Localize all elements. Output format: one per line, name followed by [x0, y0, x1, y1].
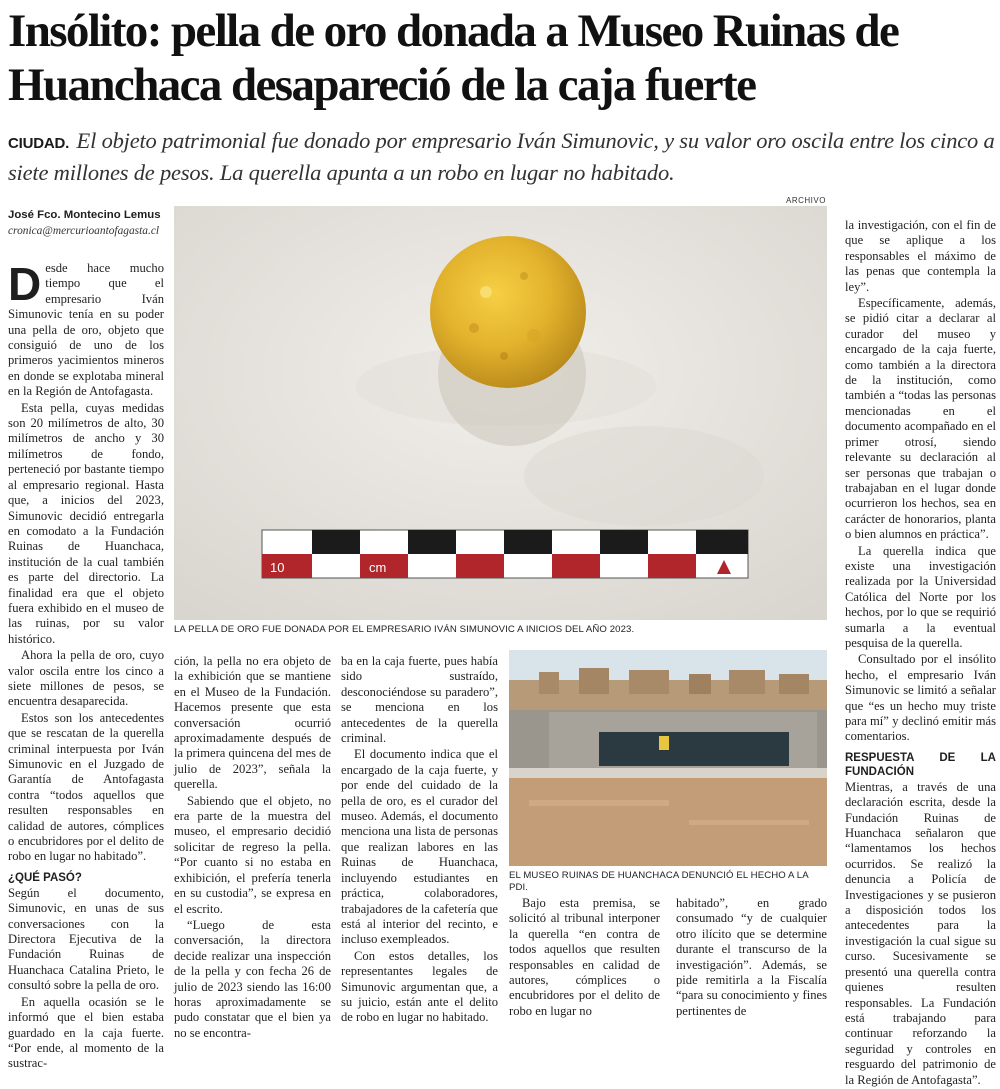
paragraph: Mientras, a través de una declaración escrita, desde la Fundación Ruinas de Huanchaca señalaron que “lamentamos los hechos ocurridos. Se realizó la denuncia a Policía de Investigaciones y se pusieron a disposición todos los antecedentes para la investigación la cual sigue su curso. Sucesivamente se presentó una querella contra quienes resulten responsables. La Fundación está trabajando para continuar reforzando la seguridad y controles en resguardo del patrimonio de la Región de Antofagasta”.: [845, 779, 996, 1087]
paragraph: Estos son los antecedentes que se rescatan de la querella criminal interpuesta por Iván Simunovic en el Juzgado de Garantía de Antofagasta contra “todos aquellos que resulten responsables en calidad de autores, cómplices o encubridores por el delito de robo en lugar no habitado”.: [8, 710, 164, 864]
subhead-respuesta: RESPUESTA DE LA FUNDACIÓN: [845, 751, 996, 778]
museum-photo: [509, 650, 827, 866]
drop-cap: D: [8, 258, 42, 310]
paragraph: habitado”, en grado consumado “y de cualquier otro ilícito que se determine durante el transcurso de la investigación”. Además, se pide remitirla a la Fiscalía “para su conocimiento y fines pertinentes de: [676, 896, 827, 1018]
author-email[interactable]: cronica@mercurioantofagasta.cl: [8, 225, 160, 237]
paragraph: Según el documento, Simunovic, en unas de sus conversaciones con la Directora Ejecutiva de la Fundación Ruinas de Huanchaca Catalina Prieto, le consultó sobre la pella de oro.: [8, 885, 164, 993]
paragraph: Consultado por el insólito hecho, el empresario Iván Simunovic se limitó a señalar que “es un hecho muy triste para mí” y declinó emitir más comentarios.: [845, 652, 996, 744]
author-byline: José Fco. Montecino Lemus: [8, 209, 161, 221]
paragraph: la investigación, con el fin de que se aplique a los responsables el máximo de las penas que contempla la ley”.: [845, 218, 996, 294]
paragraph: La querella indica que existe una investigación realizada por la Universidad Católica del Norte por los hechos, por lo que se requirió sumarla a la eventual pesquisa de la querella.: [845, 543, 996, 650]
column-5: [676, 896, 827, 1020]
column-2: [174, 654, 331, 1042]
paragraph: ba en la caja fuerte, pues había sido sustraído, desconociéndose su paradero”, se menciona en los antecedentes de la querella criminal.: [341, 654, 498, 746]
gold-nugget-photo: [174, 206, 827, 620]
section-kicker: CIUDAD.: [8, 135, 70, 152]
paragraph: Bajo esta premisa, se solicitó al tribunal interponer la querella “en contra de todos aquellos que resulten responsables en calidad de autores, cómplices o encubridores por el delito de robo en lugar no: [509, 896, 660, 1018]
paragraph: Ahora la pella de oro, cuyo valor oscila entre los cinco a siete millones de pesos, se encuentra desaparecida.: [8, 648, 164, 709]
scale-bar: [262, 530, 748, 578]
paragraph: ción, la pella no era objeto de la exhibición que se mantiene en el Museo de la Fundación. Hacemos presente que esta conversación ocurrió aproximadamente después de la primera quincena del mes de julio de 2023”, señala la querella.: [174, 654, 332, 792]
column-3: [341, 654, 498, 1027]
photo-credit: ARCHIVO: [786, 196, 826, 205]
column-4: [509, 896, 660, 1020]
deck-text: El objeto patrimonial fue donado por empresario Iván Simunovic, y su valor oro oscila entre los cinco a siete millones de pesos. La querella apunta a un robo en lugar no habitado.: [8, 128, 995, 185]
paragraph: Esta pella, cuyas medidas son 20 milímetros de alto, 30 milímetros de ancho y 30 milímetros de fondo, perteneció por bastante tiempo al empresario regional. Hasta que, a inicios del 2023, Simunovic decidió entregarla en comodato a la Fundación Ruinas de Huanchaca, institución de la cual también es parte del directorio. La finalidad era que el objeto fuera exhibido en el museo de las ruinas, por su valor histórico.: [8, 400, 164, 646]
deck: [8, 126, 998, 187]
column-6: [845, 218, 996, 1089]
photo-caption-main: LA PELLA DE ORO FUE DONADA POR EL EMPRESARIO IVÁN SIMUNOVIC A INICIOS DEL AÑO 2023.: [174, 624, 635, 635]
column-1: [8, 208, 164, 1073]
subhead-que-paso: ¿QUÉ PASÓ?: [8, 871, 82, 884]
paragraph: “Luego de esta conversación, la directora decide realizar una inspección de la pella y con fecha 26 de julio de 2023 siendo las 16:00 horas aproximadamente se pudo constatar que el bien ya no se encontra-: [174, 917, 331, 1040]
headline: Insólito: pella de oro donada a Museo Ruinas de Huanchaca desapareció de la caja fuerte: [8, 5, 899, 111]
paragraph: El documento indica que el encargado de la caja fuerte, y por ende del cuidado de la pella de oro, es el curador del museo. Además, el documento menciona una lista de personas que realizan labores en las Ruinas de Huanchaca, incluyendo estudiantes en práctica, colaboradores, trabajadores de la cafetería que está al interior del recinto, e incluso exempleados.: [341, 747, 498, 947]
paragraph: Específicamente, además, se pidió citar a declarar al curador del museo y encargado de la caja fuerte, como también a la directora de la institución, como también a “todas las personas mencionadas en el documento acompañado en el primer otrosí, siendo relevante su declaración al ser personas que trabajan o trabajaban en el lugar donde ocurrieron los hechos, sea en carácter de honorarios, planta o bien alumnos en práctica”.: [845, 296, 996, 542]
paragraph: En aquella ocasión se le informó que el bien estaba guardado en la caja fuerte. “Por ende, al momento de la sustrac-: [8, 994, 164, 1071]
paragraph: Con estos detalles, los representantes legales de Simunovic argumentan que, a su juicio, están ante el delito de robo en lugar no habitado.: [341, 948, 498, 1025]
scale-label-10: 10: [270, 560, 285, 575]
scale-label-cm: cm: [369, 560, 387, 575]
paragraph: Desde hace mucho tiempo que el empresario Iván Simunovic tenía en su poder una pella de oro, objeto que consiguió de uno de los primeros yacimientos mineros en donde se explotaba mineral en la Región de Antofagasta.: [8, 258, 164, 399]
paragraph: Sabiendo que el objeto, no era parte de la muestra del museo, el empresario decidió solicitar de regreso la pella. “Por cuanto si no estaba en exhibición, el prefería tenerla en su custodia”, se expresa en el escrito.: [174, 793, 331, 916]
photo-caption-museum: EL MUSEO RUINAS DE HUANCHACA DENUNCIÓ EL HECHO A LA PDI.: [509, 870, 809, 893]
